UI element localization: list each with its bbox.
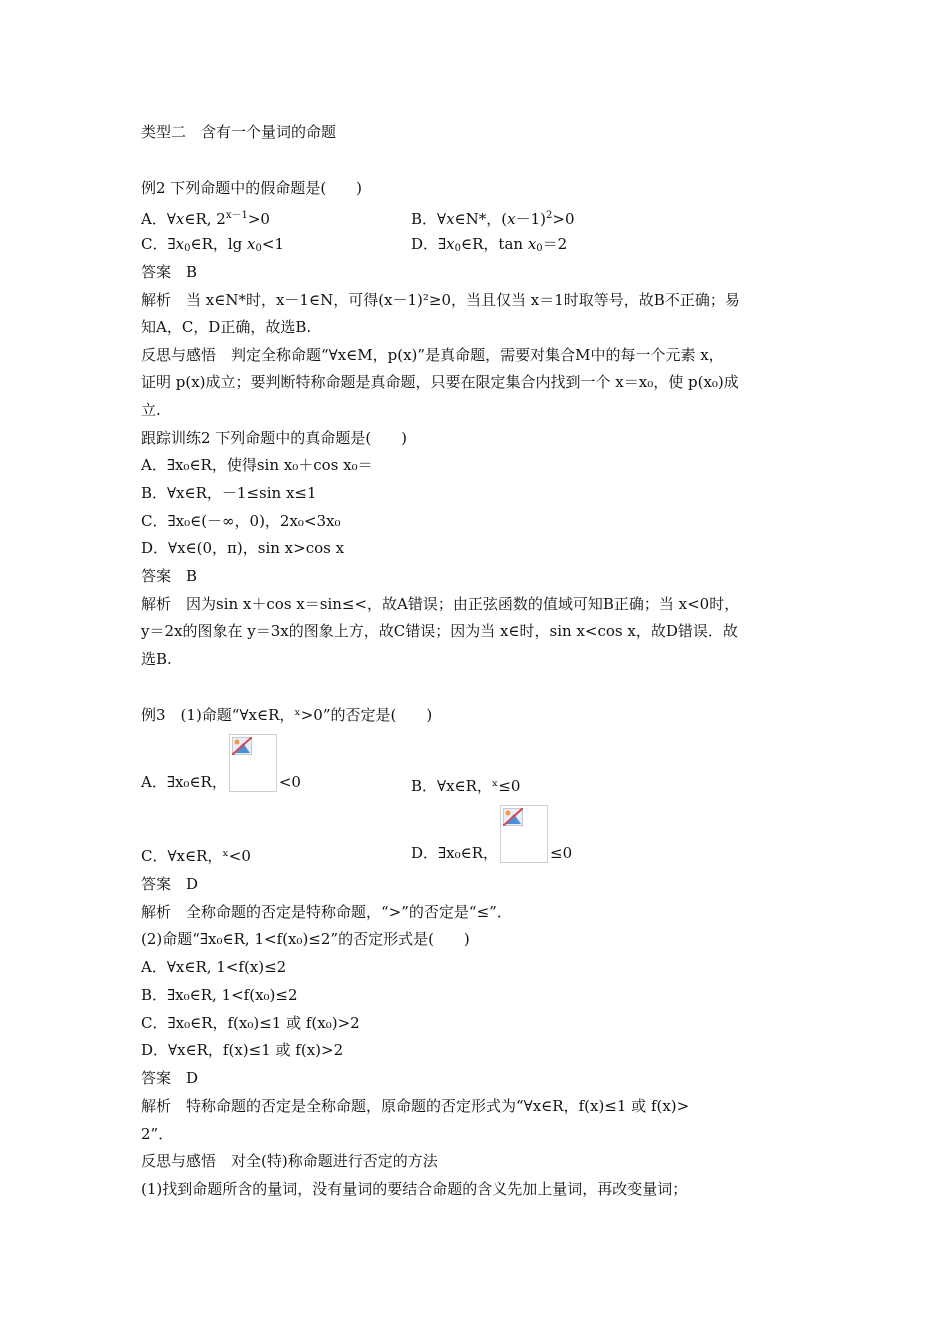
ex3-stem: 例3 (1)命题“∀x∈R，ˣ>0”的否定是( ) [141,706,433,724]
ex3-answer-1: 答案 D [141,875,199,893]
ex3-option-d2: D．∀x∈R，f(x)≤1 或 f(x)>2 [141,1041,344,1059]
ex3-option-c2: C．∃x₀∈R，f(x₀)≤1 或 f(x₀)>2 [141,1014,360,1032]
ex3-option-b2: B．∃x₀∈R, 1<f(x₀)≤2 [141,986,298,1004]
ex2-answer: 答案 B [141,263,198,281]
ex2-analysis-line2: 知A，C，D正确，故选B. [141,318,312,336]
track2-analysis-line2: y＝2x的图象在 y＝3x的图象上方，故C错误；因为当 x∈时，sin x<cos x，故D错误．故 [141,622,738,640]
track2-analysis-line1: 解析 因为sin x＋cos x＝sin≤<，故A错误；由正弦函数的值域可知B正确；当 x<0时， [141,595,740,613]
ex2-option-c: C．$\exists x_0\in R$，$\lg x_0<1$ [141,235,285,254]
track2-analysis-line3: 选B. [141,650,172,668]
ex2-analysis-line1: 解析 当 x∈N*时，x－1∈N，可得(x－1)²≥0，当且仅当 x＝1时取等号，故B不正确；易 [141,291,740,309]
ex2-option-b: B．∀x∈N*，$(x-1)^2>0$ [411,210,575,228]
ex3-option-c: C．∀x∈R，ˣ<0 [141,847,251,865]
track2-option-c: C．∃x₀∈(－∞，0)，2x₀<3x₀ [141,512,341,530]
ex3-analysis-1: 解析 全称命题的否定是特称命题，“>”的否定是“≤”． [141,903,512,921]
track2-option-b: B．∀x∈R，－1≤sin x≤1 [141,484,317,502]
section-title: 类型二 含有一个量词的命题 [141,123,337,141]
track2-option-a: A．∃x₀∈R，使得sin x₀＋cos x₀＝ [141,456,373,474]
ex3-stem-2: (2)命题“∃x₀∈R, 1<f(x₀)≤2”的否定形式是( ) [141,930,470,948]
ex3-option-b: B．∀x∈R，ˣ≤0 [411,777,521,795]
ex3-reflect-title: 反思与感悟 对全(特)称命题进行否定的方法 [141,1152,438,1170]
ex3-answer-2: 答案 D [141,1069,199,1087]
ex3-option-a: A．∃x₀∈R， <0 [141,734,301,792]
ex2-reflect-line1: 反思与感悟 判定全称命题“∀x∈M，p(x)”是真命题，需要对集合M中的每一个元素 x， [141,346,724,364]
broken-image-icon [229,734,277,792]
ex3-option-d: D．∃x₀∈R， ≤0 [411,805,572,863]
ex3-reflect-line1: (1)找到命题所含的量词，没有量词的要结合命题的含义先加上量词，再改变量词； [141,1180,688,1198]
ex2-reflect-line3: 立. [141,401,161,419]
track2-stem: 跟踪训练2 下列命题中的真命题是( ) [141,429,408,447]
ex2-option-d: D．$\exists x_0\in R$，$\tan x_0=2$ [411,235,568,254]
broken-image-icon [500,805,548,863]
ex2-option-a: A．∀x∈R, $2^{x-1}>0$ [141,210,270,228]
ex3-analysis-2-line1: 解析 特称命题的否定是全称命题，原命题的否定形式为“∀x∈R，f(x)≤1 或 f(x)> [141,1097,690,1115]
ex2-reflect-line2: 证明 p(x)成立；要判断特称命题是真命题，只要在限定集合内找到一个 x＝x₀，使 p(x₀)成 [141,373,739,391]
track2-option-d: D．∀x∈(0，π)，sin x>cos x [141,539,345,557]
ex2-stem: 例2 下列命题中的假命题是( ) [141,179,363,197]
ex3-option-a2: A．∀x∈R, 1<f(x)≤2 [141,958,287,976]
ex3-analysis-2-line2: 2”． [141,1125,174,1143]
track2-answer: 答案 B [141,567,198,585]
